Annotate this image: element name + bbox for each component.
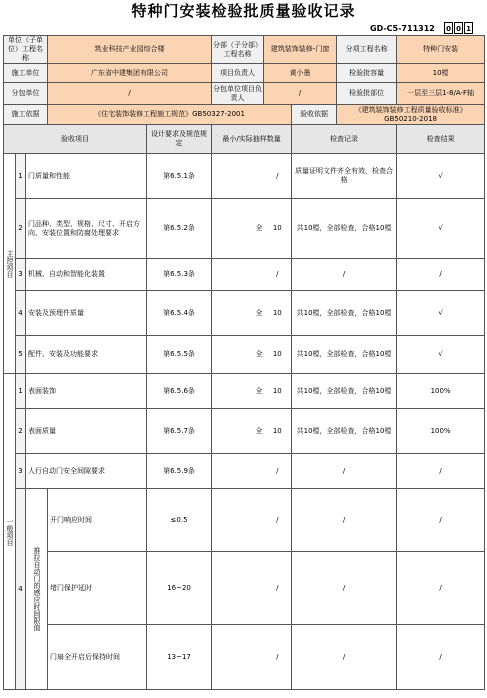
general-item-3-name: 人行自动门安全间隙要求 bbox=[26, 454, 147, 489]
subcontractor-label: 分包单位 bbox=[4, 83, 48, 105]
main-item-1-min bbox=[212, 154, 264, 199]
general-section-label: 一般项目 bbox=[4, 374, 16, 690]
item4-row-3-record: / bbox=[292, 625, 397, 690]
acceptance-basis-value: 《建筑装饰装修工程质量验收标准》GB50210-2018 bbox=[337, 105, 485, 125]
main-item-4-actual: 10 bbox=[264, 291, 292, 336]
header-result: 检查结果 bbox=[397, 125, 485, 154]
sub-manager-value: / bbox=[264, 83, 337, 105]
item-project-value: 特种门安装 bbox=[397, 36, 485, 64]
item4-row-2-result: / bbox=[397, 552, 485, 625]
general-item-3-min bbox=[212, 454, 264, 489]
item4-row-1-name: 开门响应时间 bbox=[48, 489, 147, 552]
item4-row-1-record: / bbox=[292, 489, 397, 552]
main-item-1-spec: 第6.5.1条 bbox=[147, 154, 212, 199]
main-item-3-result: / bbox=[397, 259, 485, 291]
main-item-5-no: 5 bbox=[16, 336, 26, 374]
general-item-2-record: 共10樘，全部检查，合格10樘 bbox=[292, 409, 397, 454]
main-item-5-name: 配件、安装及功能要求 bbox=[26, 336, 147, 374]
main-item-1-record: 质量证明文件齐全有效，检查合格 bbox=[292, 154, 397, 199]
item4-row-1-min bbox=[212, 489, 264, 552]
batch-size-label: 检验批容量 bbox=[337, 64, 397, 83]
contractor-label: 施工单位 bbox=[4, 64, 48, 83]
main-item-2-result: √ bbox=[397, 199, 485, 259]
item4-row-2-spec: 16~20 bbox=[147, 552, 212, 625]
main-item-5-actual: 10 bbox=[264, 336, 292, 374]
item4-row-2-actual: / bbox=[264, 552, 292, 625]
general-item-2-actual: 10 bbox=[264, 409, 292, 454]
general-item-1-no: 1 bbox=[16, 374, 26, 409]
general-item-1-record: 共10樘，全部检查，合格10樘 bbox=[292, 374, 397, 409]
basis-label: 施工依据 bbox=[4, 105, 48, 125]
general-item-2-no: 2 bbox=[16, 409, 26, 454]
code-digit-3: 1 bbox=[464, 22, 473, 34]
general-item-3-result: / bbox=[397, 454, 485, 489]
manager-label: 项目负责人 bbox=[212, 64, 264, 83]
basis-value: 《住宅装饰装修工程施工规范》GB50327-2001 bbox=[48, 105, 292, 125]
code-digit-1: 0 bbox=[444, 22, 453, 34]
item4-row-2-name: 堵门保护延时 bbox=[48, 552, 147, 625]
main-item-4-result: √ bbox=[397, 291, 485, 336]
main-item-2-record: 共10樘，全部检查，合格10樘 bbox=[292, 199, 397, 259]
manager-value: 黄小墨 bbox=[264, 64, 337, 83]
general-item-1-name: 表面装饰 bbox=[26, 374, 147, 409]
general-item-1-spec: 第6.5.6条 bbox=[147, 374, 212, 409]
item4-row-1-spec: ≤0.5 bbox=[147, 489, 212, 552]
code-digit-2: 0 bbox=[454, 22, 463, 34]
main-item-5-result: √ bbox=[397, 336, 485, 374]
record-body bbox=[4, 154, 485, 690]
general-item-2-name: 表面质量 bbox=[26, 409, 147, 454]
main-item-2-min: 全 bbox=[212, 199, 264, 259]
item4-row-3-actual: / bbox=[264, 625, 292, 690]
header-sample: 最小/实际抽样数量 bbox=[212, 125, 292, 154]
main-item-2-spec: 第6.5.2条 bbox=[147, 199, 212, 259]
page-title: 特种门安装检验批质量验收记录 bbox=[131, 2, 356, 20]
main-item-1-name: 门质量和性能 bbox=[26, 154, 147, 199]
item4-row-3-min bbox=[212, 625, 264, 690]
main-item-1-actual: / bbox=[264, 154, 292, 199]
general-item-4-no: 4 bbox=[16, 489, 26, 690]
header-design: 设计要求及规范规定 bbox=[147, 125, 212, 154]
general-item-3-record: / bbox=[292, 454, 397, 489]
main-item-2-no: 2 bbox=[16, 199, 26, 259]
main-item-3-name: 机械、自动和智能化装置 bbox=[26, 259, 147, 291]
batch-size-value: 10樘 bbox=[397, 64, 485, 83]
header-record: 检查记录 bbox=[292, 125, 397, 154]
main-item-3-actual: / bbox=[264, 259, 292, 291]
header-item: 验收项目 bbox=[4, 125, 147, 154]
main-item-4-spec: 第6.5.4条 bbox=[147, 291, 212, 336]
general-item-2-spec: 第6.5.7条 bbox=[147, 409, 212, 454]
main-item-3-record: / bbox=[292, 259, 397, 291]
item4-row-2-min bbox=[212, 552, 264, 625]
main-item-1-no: 1 bbox=[16, 154, 26, 199]
item4-row-3-result: / bbox=[397, 625, 485, 690]
main-item-3-no: 3 bbox=[16, 259, 26, 291]
item4-row-3-spec: 13~17 bbox=[147, 625, 212, 690]
main-section-label: 主控项目 bbox=[4, 154, 16, 374]
general-item-3-actual: / bbox=[264, 454, 292, 489]
main-item-3-min bbox=[212, 259, 264, 291]
item-project-label: 分项工程名称 bbox=[337, 36, 397, 64]
main-item-4-name: 安装及预埋件质量 bbox=[26, 291, 147, 336]
main-item-4-min: 全 bbox=[212, 291, 264, 336]
unit-project-label: 单位（子单位）工程名称 bbox=[4, 36, 48, 64]
main-item-4-no: 4 bbox=[16, 291, 26, 336]
form-code: GD-C5-711312 bbox=[370, 24, 435, 33]
main-item-2-name: 门品种、类型、规格、尺寸、开启方向、安装位置和防腐处理要求 bbox=[26, 199, 147, 259]
unit-project-value: 筑业科技产业园综合楼 bbox=[48, 36, 212, 64]
record-table bbox=[3, 35, 485, 690]
item4-row-1-actual: / bbox=[264, 489, 292, 552]
sub-manager-label: 分包单位项目负责人 bbox=[212, 83, 264, 105]
main-item-3-spec: 第6.5.3条 bbox=[147, 259, 212, 291]
item4-row-1-result: / bbox=[397, 489, 485, 552]
general-item-1-min: 全 bbox=[212, 374, 264, 409]
general-item-4-group: 推拉自动门的感应时间限值 bbox=[26, 489, 48, 690]
acceptance-basis-label: 验收依据 bbox=[292, 105, 337, 125]
main-item-2-actual: 10 bbox=[264, 199, 292, 259]
main-item-5-record: 共10樘，全部检查，合格10樘 bbox=[292, 336, 397, 374]
main-item-5-spec: 第6.5.5条 bbox=[147, 336, 212, 374]
item4-row-2-record: / bbox=[292, 552, 397, 625]
main-item-4-record: 共10樘，全部检查，合格10樘 bbox=[292, 291, 397, 336]
sub-project-value: 建筑装饰装修-门窗 bbox=[264, 36, 337, 64]
general-item-1-actual: 10 bbox=[264, 374, 292, 409]
item4-row-3-name: 门扇全开启后保持时间 bbox=[48, 625, 147, 690]
contractor-value: 广东省中建集团有限公司 bbox=[48, 64, 212, 83]
general-item-1-result: 100% bbox=[397, 374, 485, 409]
main-item-5-min: 全 bbox=[212, 336, 264, 374]
general-item-2-min: 全 bbox=[212, 409, 264, 454]
main-item-1-result: √ bbox=[397, 154, 485, 199]
subcontractor-value: / bbox=[48, 83, 212, 105]
sub-project-label: 分部（子分部）工程名称 bbox=[212, 36, 264, 64]
location-label: 检验批部位 bbox=[337, 83, 397, 105]
general-item-3-spec: 第6.5.9条 bbox=[147, 454, 212, 489]
general-item-2-result: 100% bbox=[397, 409, 485, 454]
general-item-3-no: 3 bbox=[16, 454, 26, 489]
location-value: 一层至三层1-8/A-F轴 bbox=[397, 83, 485, 105]
